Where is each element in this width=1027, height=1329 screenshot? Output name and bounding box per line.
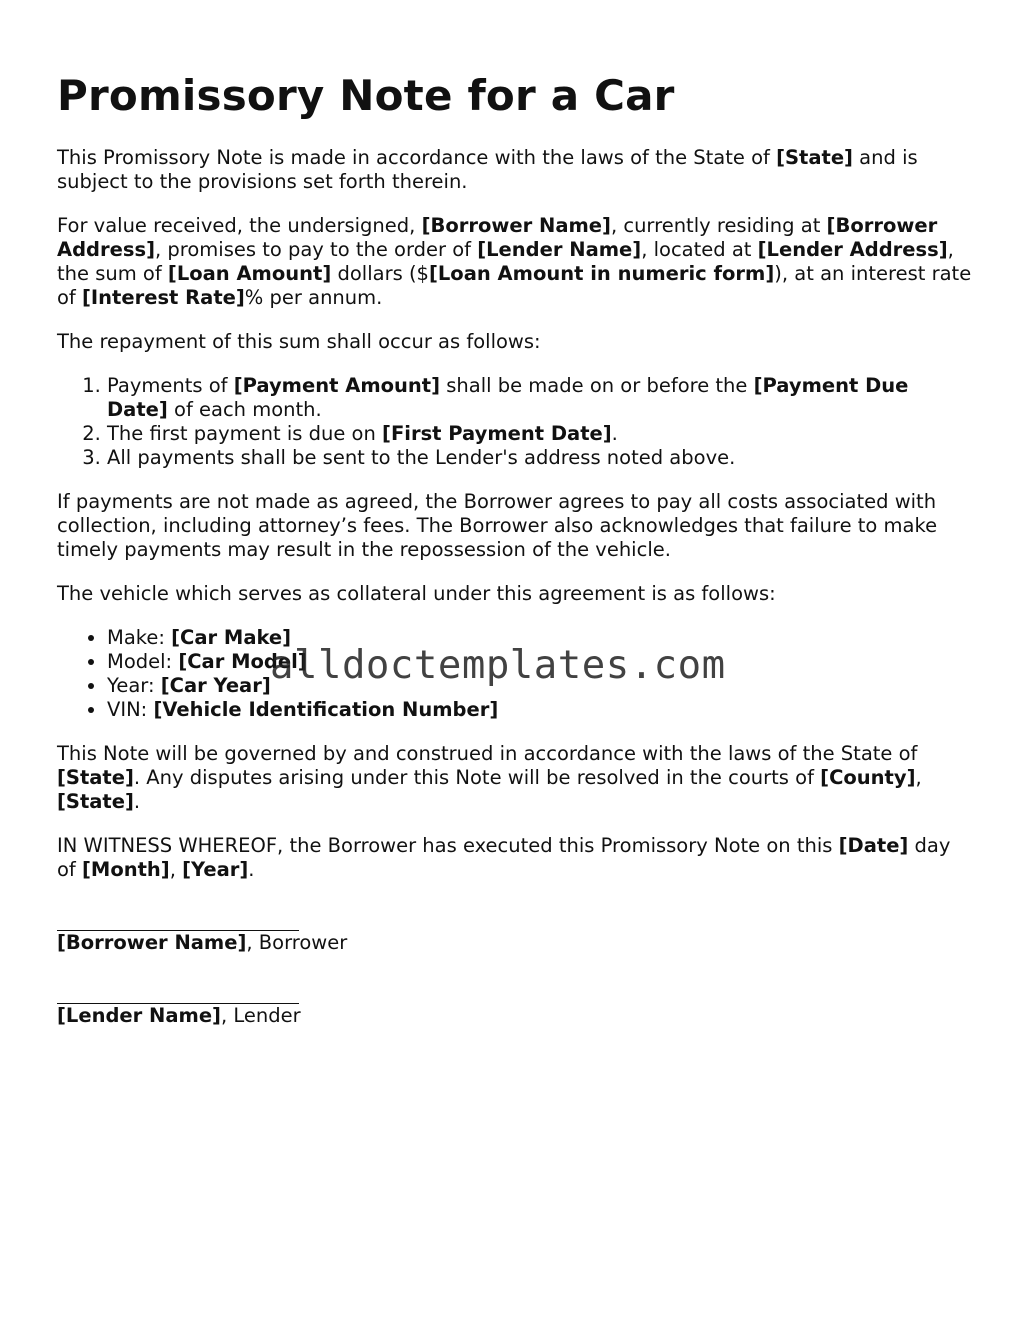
borrower-name-placeholder: [Borrower Name] — [421, 214, 611, 237]
value-text: , located at — [641, 238, 758, 261]
intro-paragraph — [57, 146, 973, 194]
year-placeholder: [Year] — [182, 858, 249, 881]
lender-signature-caption — [57, 1004, 973, 1028]
value-text: , currently residing at — [610, 214, 827, 237]
vin-label: VIN: — [107, 698, 154, 721]
lender-role: , Lender — [220, 1004, 301, 1027]
year-label: Year: — [107, 674, 161, 697]
model-label: Model: — [107, 650, 179, 673]
state-placeholder: [State] — [776, 146, 853, 169]
loan-amount-placeholder: [Loan Amount] — [167, 262, 332, 285]
witness-text: . — [248, 858, 255, 881]
borrower-signature-block — [57, 906, 973, 955]
vehicle-list — [57, 626, 973, 722]
governing-text: This Note will be governed by and construed in accordance with the laws of the State of — [57, 742, 918, 765]
state-placeholder: [State] — [57, 766, 134, 789]
governing-law-paragraph — [57, 742, 973, 814]
repayment-item — [107, 374, 973, 422]
collateral-intro: The vehicle which serves as collateral under this agreement is as follows: — [57, 582, 776, 605]
payment-due-date-placeholder: [Payment Due Date] — [107, 374, 909, 421]
vehicle-make — [107, 626, 973, 650]
intro-text-end: and is subject to the provisions set forth therein. — [57, 146, 918, 193]
state-placeholder: [State] — [57, 790, 134, 813]
governing-text: , — [915, 766, 922, 789]
repayment-list — [57, 374, 973, 470]
car-make-placeholder: [Car Make] — [171, 626, 292, 649]
value-text: , the sum of — [57, 238, 954, 285]
first-payment-date-placeholder: [First Payment Date] — [382, 422, 612, 445]
witness-text: day of — [57, 834, 951, 881]
value-paragraph — [57, 214, 973, 310]
lender-name-placeholder: [Lender Name] — [477, 238, 642, 261]
borrower-signature-caption — [57, 931, 973, 955]
repayment-item: 3. All payments shall be sent to the Lender's address noted above. — [107, 446, 973, 470]
document-page — [57, 68, 973, 1048]
document-title: Promissory Note for a Car — [57, 71, 675, 120]
interest-rate-placeholder: [Interest Rate] — [82, 286, 245, 309]
vin-placeholder: [Vehicle Identification Number] — [153, 698, 499, 721]
default-clause: If payments are not made as agreed, the Borrower agrees to pay all costs associated with collection, including attorney’s fees. The Borrower also acknowledges that failure to make timely payments may result in the repossession of the vehicle. — [57, 490, 938, 561]
repayment-intro: The repayment of this sum shall occur as follows: — [57, 330, 541, 353]
car-model-placeholder: [Car Model] — [178, 650, 307, 673]
witness-text: , — [169, 858, 183, 881]
value-text: , promises to pay to the order of — [154, 238, 478, 261]
car-year-placeholder: [Car Year] — [160, 674, 271, 697]
list-text: . — [611, 422, 618, 445]
value-text: ), at an interest rate of — [57, 262, 972, 309]
list-text: The first payment is due on — [107, 422, 383, 445]
borrower-name-placeholder: [Borrower Name] — [57, 931, 247, 954]
borrower-address-placeholder: [Borrower Address] — [57, 214, 938, 261]
list-text: Payments of — [107, 374, 234, 397]
payment-amount-placeholder: [Payment Amount] — [233, 374, 441, 397]
intro-text: This Promissory Note is made in accordance with the laws of the State of — [57, 146, 777, 169]
vehicle-model — [107, 650, 973, 674]
watermark: alldoctemplates.com — [270, 643, 726, 688]
value-text: dollars ($ — [331, 262, 429, 285]
repayment-item — [107, 422, 973, 446]
lender-name-placeholder: [Lender Name] — [57, 1004, 221, 1027]
vehicle-vin — [107, 698, 973, 722]
make-label: Make: — [107, 626, 172, 649]
county-placeholder: [County] — [820, 766, 916, 789]
witness-text: IN WITNESS WHEREOF, the Borrower has executed this Promissory Note on this — [57, 834, 839, 857]
borrower-role: , Borrower — [246, 931, 348, 954]
list-text: of each month. — [167, 398, 322, 421]
month-placeholder: [Month] — [82, 858, 170, 881]
value-text: % per annum. — [244, 286, 383, 309]
value-text: For value received, the undersigned, — [57, 214, 422, 237]
lender-address-placeholder: [Lender Address] — [757, 238, 948, 261]
vehicle-year — [107, 674, 973, 698]
list-text: shall be made on or before the — [440, 374, 754, 397]
borrower-signature-line — [57, 906, 299, 931]
governing-text: . Any disputes arising under this Note will be resolved in the courts of — [133, 766, 821, 789]
date-placeholder: [Date] — [838, 834, 909, 857]
governing-text: . — [133, 790, 141, 813]
loan-numeric-placeholder: [Loan Amount in numeric form] — [428, 262, 775, 285]
witness-paragraph — [57, 834, 973, 882]
lender-signature-block — [57, 979, 973, 1028]
lender-signature-line — [57, 979, 299, 1004]
